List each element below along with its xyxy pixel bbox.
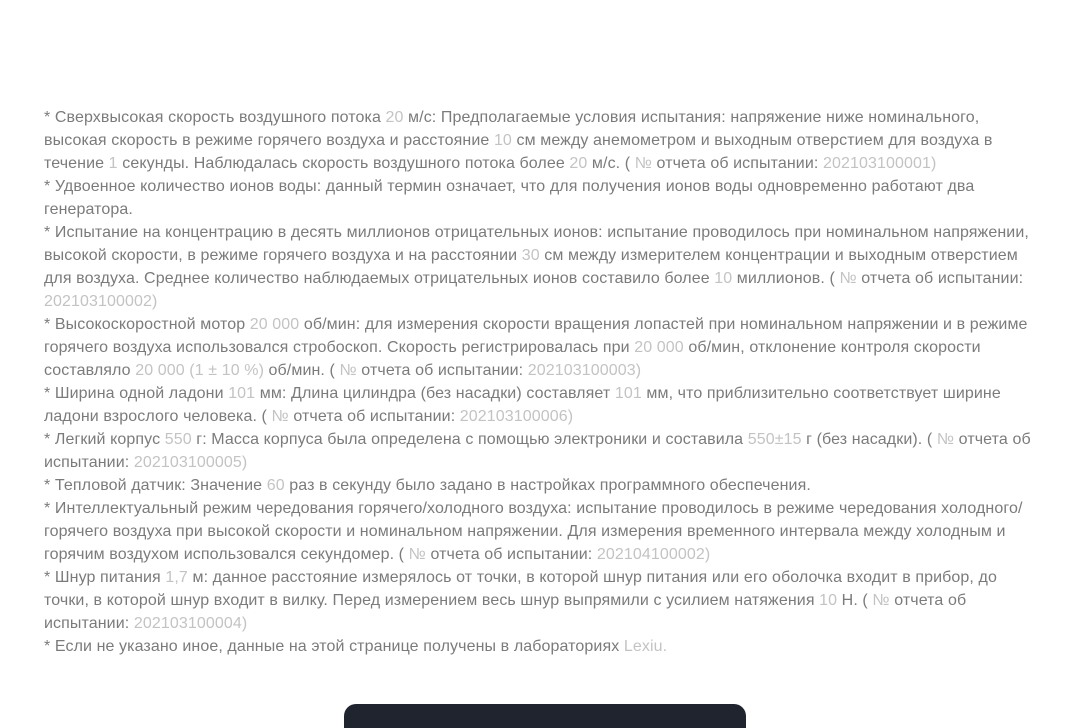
disclaimer-value-text: 1,7 [165,569,188,586]
disclaimer-text: отчета об испытании: [425,546,597,563]
disclaimer-paragraph [44,497,1046,566]
disclaimer-value-text: № [872,592,890,609]
disclaimer-paragraph [44,106,1046,175]
disclaimer-text: мм, что приблизительно соответствует ширине ладони взрослого человека. ( [44,385,1001,425]
disclaimer-value-text: 30 [521,247,540,264]
disclaimer-text: отчета об испытании: [856,270,1024,287]
disclaimer-text: секунды. Наблюдалась скорость воздушного потока более [117,155,570,172]
disclaimer-paragraph [44,175,1046,221]
bottom-bar[interactable] [344,704,746,728]
disclaimer-text: отчета об испытании: [356,362,528,379]
disclaimer-text: м: данное расстояние измерялось от точки, в которой шнур питания или его оболочка входит в прибор, до точки, в которой шнур входит в вилку. Перед измерением весь шнур выпрямили с усилием натяжения [44,569,997,609]
disclaimer-value-text: № [936,431,955,448]
disclaimer-paragraph [44,313,1046,382]
disclaimer-text: * Интеллектуальный режим чередования горячего/холодного воздуха: испытание проводилось в режиме чередования холодного/горячего воздуха при высокой скорости и номинальном напряжении. Для измерения временного интервала между холодным и горячим воздухом использовался секундомер. ( [44,500,1023,563]
disclaimer-value-text: № [408,546,426,563]
disclaimer-text-block [44,106,1046,658]
disclaimer-text: * Если не указано иное, данные на этой странице получены в лабораториях [44,638,624,655]
disclaimer-value-text: 202103100003) [527,362,642,379]
disclaimer-text: м/с. ( [587,155,635,172]
disclaimer-text: отчета об испытании: [44,431,1031,471]
disclaimer-value-text: 202103100005) [133,454,248,471]
disclaimer-value-text: 101 [228,385,256,402]
disclaimer-value-text: № [839,270,857,287]
disclaimer-value-text: Lexiu. [623,638,668,655]
disclaimer-value-text: 10 [493,132,512,149]
disclaimer-paragraph [44,221,1046,313]
disclaimer-text: м/с: Предполагаемые условия испытания: напряжение ниже номинального, высокая скорость в режиме горячего воздуха и расстояние [44,109,980,149]
disclaimer-value-text: № [339,362,357,379]
disclaimer-text: отчета об испытании: [652,155,823,172]
disclaimer-text: см между анемометром и выходным отверстием для воздуха в течение [44,132,993,172]
disclaimer-text: * Ширина одной ладони [44,385,229,402]
disclaimer-value-text: 550±15 [747,431,802,448]
disclaimer-value-text: 20 000 (1 ± 10 %) [135,362,264,379]
disclaimer-text: * Высокоскоростной мотор [44,316,250,333]
disclaimer-text: об/мин, отклонение контроля скорости составляло [44,339,981,379]
disclaimer-value-text: 202103100001) [822,155,937,172]
disclaimer-value-text: № [271,408,289,425]
disclaimer-text: * Испытание на концентрацию в десять миллионов отрицательных ионов: испытание проводилось при номинальном напряжении, высокой скорости, в режиме горячего воздуха и на расстоянии [44,224,1029,264]
disclaimer-text: миллионов. ( [732,270,840,287]
disclaimer-value-text: 20 000 [249,316,300,333]
disclaimer-value-text: 10 [714,270,733,287]
disclaimer-paragraph [44,474,1046,497]
disclaimer-text: мм: Длина цилиндра (без насадки) составляет [255,385,615,402]
disclaimer-text: г (без насадки). ( [801,431,937,448]
disclaimer-text: * Легкий корпус [44,431,165,448]
disclaimer-value-text: 202103100002) [44,293,158,310]
disclaimer-value-text: 101 [614,385,642,402]
disclaimer-text: об/мин: для измерения скорости вращения лопастей при номинальном напряжении и в режиме горячего воздуха использовался стробоскоп. Скорость регистрировалась при [44,316,1028,356]
disclaimer-text: * Сверхвысокая скорость воздушного потока [44,109,386,126]
disclaimer-value-text: 550 [164,431,192,448]
disclaimer-text: отчета об испытании: [44,592,967,632]
disclaimer-value-text: 1 [108,155,118,172]
disclaimer-text: * Шнур питания [44,569,166,586]
disclaimer-value-text: 60 [266,477,285,494]
disclaimer-text: раз в секунду было задано в настройках программного обеспечения. [284,477,811,494]
disclaimer-value-text: 10 [819,592,838,609]
disclaimer-paragraph [44,566,1046,635]
disclaimer-paragraph [44,428,1046,474]
disclaimer-text: об/мин. ( [264,362,340,379]
disclaimer-paragraph [44,635,1046,658]
disclaimer-value-text: 202104100002) [596,546,711,563]
disclaimer-text: * Тепловой датчик: Значение [44,477,267,494]
disclaimer-text: см между измерителем концентрации и выходным отверстием для воздуха. Среднее количество наблюдаемых отрицательных ионов составило более [44,247,1018,287]
disclaimer-value-text: 202103100006) [459,408,574,425]
disclaimer-value-text: 202103100004) [133,615,248,632]
disclaimer-value-text: 20 000 [634,339,684,356]
disclaimer-text: отчета об испытании: [288,408,460,425]
disclaimer-text: г: Масса корпуса была определена с помощью электроники и составила [191,431,748,448]
disclaimer-value-text: 20 [569,155,588,172]
disclaimer-text: Н. ( [837,592,873,609]
disclaimer-paragraph [44,382,1046,428]
disclaimer-text: * Удвоенное количество ионов воды: данный термин означает, что для получения ионов воды одновременно работают два генератора. [44,178,975,218]
disclaimer-value-text: 20 [385,109,404,126]
disclaimer-value-text: № [634,155,652,172]
